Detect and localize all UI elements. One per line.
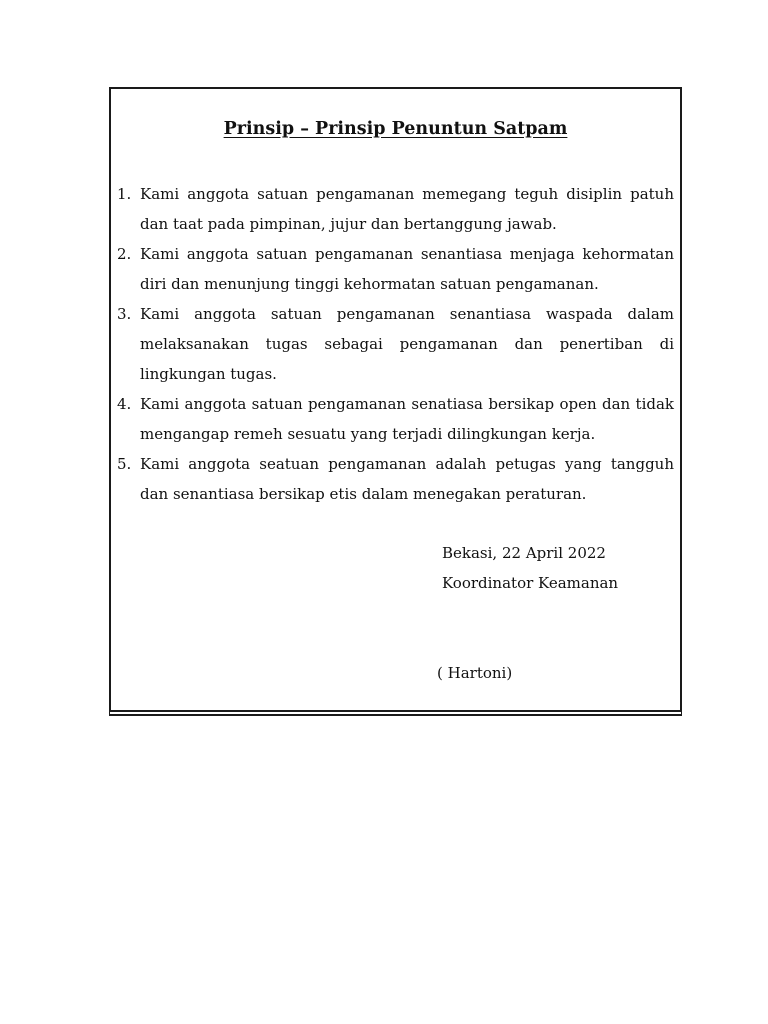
- principles-list: [111, 179, 678, 509]
- list-item-text: Kami anggota satuan pengamanan senantiasa waspada dalam melaksanakan tugas sebagai pengamanan dan penertiban di lingkungan tugas.: [140, 305, 674, 383]
- place-date: Bekasi, 22 April 2022: [442, 544, 606, 562]
- list-item-text: Kami anggota satuan pengamanan senatiasa bersikap open dan tidak mengangap remeh sesuatu yang terjadi dilingkungan kerja.: [140, 395, 674, 443]
- signatory-name: ( Hartoni): [437, 664, 513, 682]
- list-item: [111, 179, 678, 239]
- list-item-number: 3.: [117, 305, 132, 323]
- list-item: [111, 449, 678, 509]
- list-item-number: 4.: [117, 395, 132, 413]
- list-item: [111, 239, 678, 299]
- list-item-text: Kami anggota seatuan pengamanan adalah petugas yang tangguh dan senantiasa bersikap etis dalam menegakan peraturan.: [140, 455, 674, 503]
- list-item-number: 5.: [117, 455, 132, 473]
- list-item-number: 1.: [117, 185, 132, 203]
- signature-block: [442, 538, 618, 598]
- list-item-text: Kami anggota satuan pengamanan senantiasa menjaga kehormatan diri dan menunjung tinggi kehormatan satuan pengamanan.: [140, 245, 674, 293]
- list-item-number: 2.: [117, 245, 132, 263]
- signatory-position: Koordinator Keamanan: [442, 574, 619, 592]
- list-item: [111, 299, 678, 389]
- list-item-text: Kami anggota satuan pengamanan memegang teguh disiplin patuh dan taat pada pimpinan, jujur dan bertanggung jawab.: [140, 185, 674, 233]
- document-title: Prinsip – Prinsip Penuntun Satpam: [223, 119, 568, 139]
- list-item: [111, 389, 678, 449]
- document-frame: [109, 87, 682, 712]
